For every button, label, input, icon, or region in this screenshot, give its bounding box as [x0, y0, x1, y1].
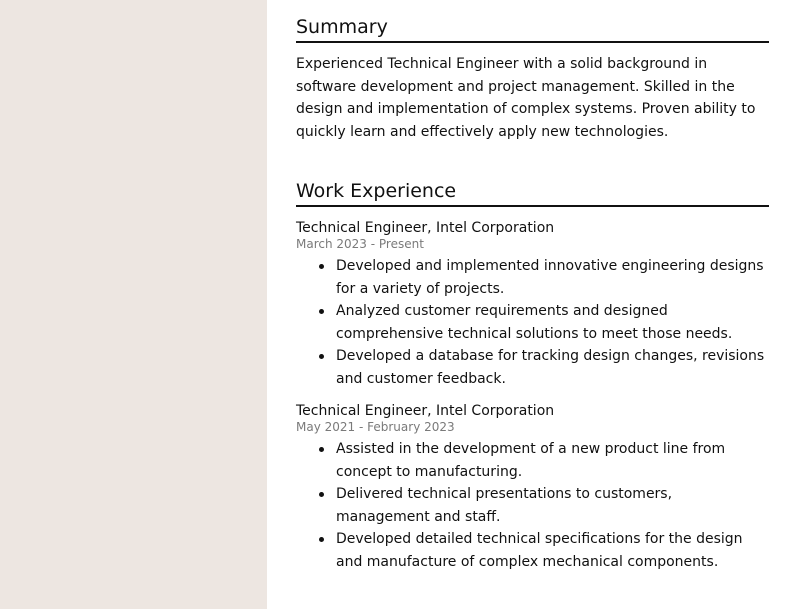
- job-dates: May 2021 - February 2023: [296, 420, 455, 434]
- job-title: Technical Engineer, Intel Corporation: [296, 220, 555, 236]
- job-bullet: Developed detailed technical specifications for the design and manufacture of complex mechanical components.: [336, 528, 769, 573]
- job-bullet-list: [296, 255, 769, 390]
- job-bullet-list: [296, 438, 769, 573]
- summary-heading: Summary: [296, 14, 769, 43]
- job-title: Technical Engineer, Intel Corporation: [296, 403, 555, 419]
- job-bullet: Developed a database for tracking design changes, revisions and customer feedback.: [336, 345, 769, 390]
- work-experience-section: [296, 178, 769, 573]
- summary-section: [296, 14, 769, 143]
- job-bullet: Delivered technical presentations to customers, management and staff.: [336, 483, 769, 528]
- job-dates: March 2023 - Present: [296, 237, 424, 251]
- job-entry: [296, 219, 769, 390]
- resume-main-column: [267, 0, 800, 609]
- job-bullet: Developed and implemented innovative engineering designs for a variety of projects.: [336, 255, 769, 300]
- job-bullet: Assisted in the development of a new product line from concept to manufacturing.: [336, 438, 769, 483]
- sidebar-panel: [0, 0, 267, 609]
- summary-text: Experienced Technical Engineer with a solid background in software development and project management. Skilled in the design and implementation of complex systems. Proven ability to quickly learn and effectively apply new technologies.: [296, 56, 756, 140]
- work-experience-heading: Work Experience: [296, 178, 769, 207]
- job-entry: [296, 402, 769, 573]
- job-bullet: Analyzed customer requirements and designed comprehensive technical solutions to meet those needs.: [336, 300, 769, 345]
